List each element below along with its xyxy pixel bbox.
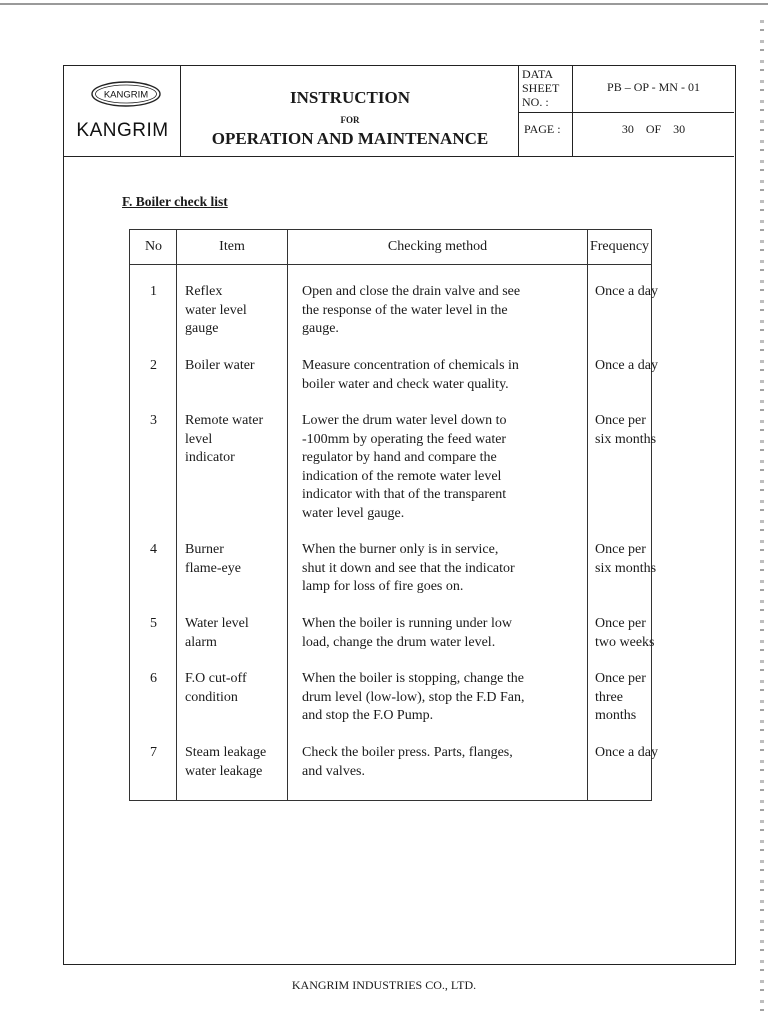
- row-frequency: Once per two weeks: [595, 616, 655, 650]
- document-subtitle: OPERATION AND MAINTENANCE: [211, 129, 489, 148]
- data-sheet-value-cell: [573, 66, 734, 156]
- column-header-item: Item: [219, 239, 245, 254]
- title-for: FOR: [340, 115, 360, 125]
- row-frequency: Once per six months: [595, 542, 657, 576]
- row-method: When the burner only is in service, shut it down and see that the indicator lamp for loss of fire goes on.: [302, 542, 515, 595]
- table-column-divider: [176, 230, 177, 800]
- row-item: Water level alarm: [185, 616, 249, 650]
- page-total: 30: [673, 122, 686, 136]
- column-header-frequency: Frequency: [589, 239, 650, 254]
- page-current: 30: [621, 122, 634, 136]
- table-header-divider: [130, 264, 651, 265]
- row-method: Measure concentration of chemicals in boiler water and check water quality.: [302, 358, 519, 392]
- data-sheet-label-line: NO. :: [522, 95, 549, 109]
- row-method: Check the boiler press. Parts, flanges, and valves.: [302, 745, 513, 779]
- row-method: When the boiler is stopping, change the drum level (low-low), stop the F.D Fan, and stop the F.O Pump.: [302, 671, 525, 724]
- row-frequency: Once per six months: [595, 413, 657, 447]
- scan-edge-right: [760, 20, 764, 1020]
- column-header-no: No: [144, 239, 163, 254]
- row-frequency: Once a day: [595, 284, 658, 299]
- data-sheet-label-line: SHEET: [522, 81, 560, 95]
- row-item: F.O cut-off condition: [185, 671, 247, 705]
- document-title: INSTRUCTION: [290, 88, 410, 107]
- data-sheet-label-line: DATA: [522, 67, 554, 81]
- kangrim-logo-icon: [90, 79, 162, 109]
- document-header: [64, 66, 734, 157]
- row-frequency: Once a day: [595, 358, 658, 373]
- page-label: PAGE :: [524, 122, 561, 136]
- row-item: Remote water level indicator: [185, 413, 264, 466]
- scan-edge-top: [0, 3, 768, 5]
- row-method: Open and close the drain valve and see the response of the water level in the gauge.: [302, 284, 521, 337]
- row-item: Boiler water: [185, 358, 255, 373]
- row-method: When the boiler is running under low load, change the drum water level.: [302, 616, 512, 650]
- data-sheet-label: [522, 67, 559, 109]
- title-cell: [181, 66, 519, 156]
- row-number: 3: [150, 413, 157, 428]
- header-divider: [519, 112, 734, 113]
- data-sheet-label-cell: [519, 66, 573, 156]
- row-frequency: Once a day: [595, 745, 658, 760]
- row-number: 7: [150, 745, 157, 760]
- row-item: Reflex water level gauge: [185, 284, 247, 337]
- page-of: OF: [645, 122, 662, 136]
- row-method: Lower the drum water level down to -100mm by operating the feed water regulator by hand and compare the indication of the remote water level indicator with that of the transparent water level gauge.: [302, 413, 507, 521]
- page-number: [573, 122, 734, 137]
- boiler-checklist-table: [129, 229, 658, 801]
- logo-oval-text: KANGRIM: [103, 89, 149, 101]
- data-sheet-number: PB – OP - MN - 01: [607, 80, 700, 94]
- logo-cell: [64, 66, 181, 156]
- table-column-divider: [587, 230, 588, 800]
- logo-wordmark: KANGRIM: [76, 120, 169, 141]
- row-item: Burner flame-eye: [185, 542, 241, 576]
- section-title: F. Boiler check list: [122, 194, 228, 209]
- column-header-method: Checking method: [387, 239, 488, 254]
- table-column-divider: [287, 230, 288, 800]
- row-number: 6: [150, 671, 157, 686]
- row-item: Steam leakage water leakage: [185, 745, 267, 779]
- row-frequency: Once per three months: [595, 671, 646, 724]
- company-footer: KANGRIM INDUSTRIES CO., LTD.: [291, 978, 477, 992]
- row-number: 5: [150, 616, 157, 631]
- row-number: 4: [150, 542, 157, 557]
- row-number: 2: [150, 358, 157, 373]
- row-number: 1: [150, 284, 157, 299]
